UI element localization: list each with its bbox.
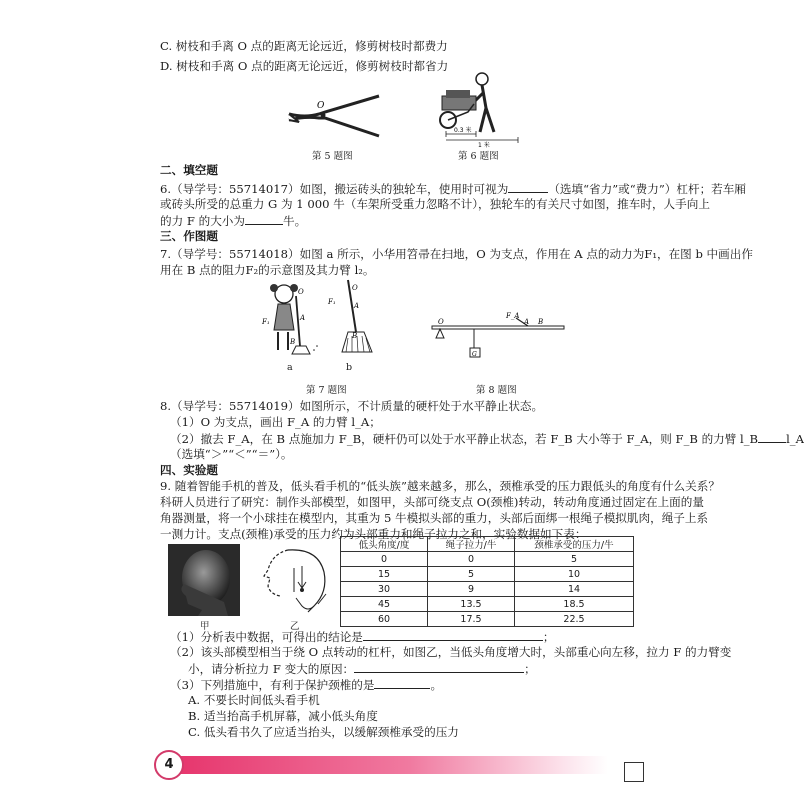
svg-text:B: B (538, 318, 544, 326)
q9-blank2[interactable] (354, 660, 524, 673)
table-header: 绳子拉力/牛 (428, 537, 515, 552)
table-cell: 15 (341, 567, 428, 582)
q9-line3: 角器测量，将一个小球挂在模型内，其重为 5 牛模拟头部的重力，头部后面绑一根绳子模拟肌肉，绳子上系 (160, 511, 709, 525)
fig6-dim-long: 1 米 (478, 142, 490, 149)
svg-text:F_A: F_A (506, 312, 520, 320)
q9-sub3: （3）下列措施中，有利于保护颈椎的是 。 (170, 678, 443, 692)
q9-option-c: C. 低头看书久了应适当抬头，以缓解颈椎承受的压力 (188, 725, 459, 739)
table-cell: 17.5 (428, 612, 515, 627)
q6-line1: 6.（导学号：55714017）如图，搬运砖头的独轮车，使用时可视为 （选填“省力”或“费力”）杠杆；若车厢 (160, 182, 746, 196)
page-footer (148, 750, 618, 778)
table-header: 低头角度/度 (341, 537, 428, 552)
table-cell: 10 (515, 567, 634, 582)
fig-yi-label: 乙 (290, 621, 300, 632)
table-cell: 22.5 (515, 612, 634, 627)
table-cell: 18.5 (515, 597, 634, 612)
q9-line1: 9. 随着智能手机的普及，低头看手机的“低头族”越来越多，那么，颈椎承受的压力跟低头的角度有什么关系？ (160, 479, 720, 493)
q9-option-b: B. 适当抬高手机屏幕，减小低头角度 (188, 709, 378, 723)
q6-blank2[interactable] (245, 212, 283, 225)
q9-line2: 科研人员进行了研究：制作头部模型，如图甲，头部可绕支点 O(颈椎)转动，转动角度通过固定在上面的量 (160, 495, 704, 509)
fig5-shears-diagram (285, 92, 385, 142)
footer-bar (168, 756, 608, 774)
svg-text:A: A (524, 318, 530, 326)
section2-heading: 二、填空题 (160, 163, 218, 177)
table-header: 颈椎承受的压力/牛 (515, 537, 634, 552)
data-table (340, 536, 634, 627)
svg-text:O: O (438, 318, 444, 326)
option-c: C. 树枝和手离 O 点的距离无论远近，修剪树枝时都费力 (160, 39, 448, 53)
q8-line1: 8.（导学号：55714019）如图所示，不计质量的硬杆处于水平静止状态。 (160, 399, 544, 413)
q8-sub2-line2: （选填“＞”“＜”“＝”）。 (170, 447, 293, 461)
q6-blank1[interactable] (508, 180, 548, 193)
table-cell: 5 (515, 552, 634, 567)
svg-text:B: B (290, 338, 296, 346)
svg-text:F₁: F₁ (262, 318, 270, 326)
fig8-lever-diagram (430, 310, 570, 360)
table-row (341, 582, 634, 597)
table-cell: 9 (428, 582, 515, 597)
q8-sub1: （1）O 为支点，画出 F_A 的力臂 l_A； (170, 415, 381, 429)
q9-line4: 一测力计。支点(颈椎)承受的压力约为头部重力和绳子拉力之和，实验数据如下表： (160, 527, 587, 541)
fig7b-label: b (346, 362, 353, 373)
q9-sub2-line1: （2）该头部模型相当于绕 O 点转动的杠杆，如图乙，当低头角度增大时，头部重心向左移，拉力 F 的力臂变 (170, 645, 732, 659)
table-header-row (341, 537, 634, 552)
fig5-label-o: O (317, 101, 325, 111)
section3-heading: 三、作图题 (160, 229, 218, 243)
q8-blank[interactable] (758, 430, 786, 443)
q9-option-a: A. 不要长时间低头看手机 (188, 693, 320, 707)
fig7a-label: a (287, 362, 293, 373)
table-cell: 5 (428, 567, 515, 582)
q8-sub2: （2）撤去 F_A，在 B 点施加力 F_B，硬杆仍可以处于水平静止状态，若 F_B 大小等于 F_A，则 F_B 的力臂 l_B l_A (170, 432, 804, 446)
table-cell: 0 (341, 552, 428, 567)
table-cell: 14 (515, 582, 634, 597)
section4-heading: 四、实验题 (160, 463, 218, 477)
fig6-wheelbarrow-diagram (432, 68, 532, 148)
svg-text:O: O (298, 288, 304, 296)
svg-text:B: B (352, 332, 358, 340)
q7-line1: 7.（导学号：55714018）如图 a 所示，小华用笤帚在扫地，O 为支点，作用在 A 点的动力为F₁，在图 b 中画出作 (160, 247, 753, 261)
q6-line2: 或砖头所受的总重力 G 为 1 000 牛（车架所受重力忽略不计），独轮车的有关尺寸如图，推车时，人手向上 (160, 197, 710, 211)
svg-text:G: G (472, 351, 477, 358)
table-cell: 60 (341, 612, 428, 627)
svg-text:O: O (352, 284, 358, 292)
table-cell: 13.5 (428, 597, 515, 612)
svg-text:A: A (300, 314, 306, 322)
fig-jia-head-photo (168, 544, 240, 616)
corner-square-icon (624, 762, 644, 782)
q7-line2: 用在 B 点的阻力F₂的示意图及其力臂 l₂。 (160, 263, 375, 277)
page-number: 4 (154, 750, 184, 780)
fig-yi-head-model (258, 546, 334, 618)
fig6-dim-short: 0.3 米 (454, 127, 472, 134)
q9-sub2-line2: 小，请分析拉力 F 变大的原因： ； (188, 662, 536, 676)
q9-blank3[interactable] (374, 676, 430, 689)
q9-blank1[interactable] (363, 628, 543, 641)
table-row (341, 552, 634, 567)
q9-sub1: （1）分析表中数据，可得出的结论是 ； (170, 630, 555, 644)
svg-text:F₁: F₁ (328, 298, 336, 306)
fig8-caption: 第 8 题图 (476, 385, 517, 396)
fig5-caption: 第 5 题图 (312, 151, 353, 162)
table-row (341, 597, 634, 612)
fig7a-girl-sweeping (262, 280, 322, 360)
table-row (341, 612, 634, 627)
fig7-caption: 第 7 题图 (306, 385, 347, 396)
fig6-caption: 第 6 题图 (458, 151, 499, 162)
fig7b-broom (326, 278, 376, 360)
table-row (341, 567, 634, 582)
table-cell: 0 (428, 552, 515, 567)
svg-text:A: A (354, 302, 360, 310)
option-d: D. 树枝和手离 O 点的距离无论远近，修剪树枝时都省力 (160, 59, 449, 73)
q6-line3: 的力 F 的大小为 牛。 (160, 214, 307, 228)
table-cell: 30 (341, 582, 428, 597)
fig-jia-label: 甲 (200, 621, 210, 632)
table-cell: 45 (341, 597, 428, 612)
